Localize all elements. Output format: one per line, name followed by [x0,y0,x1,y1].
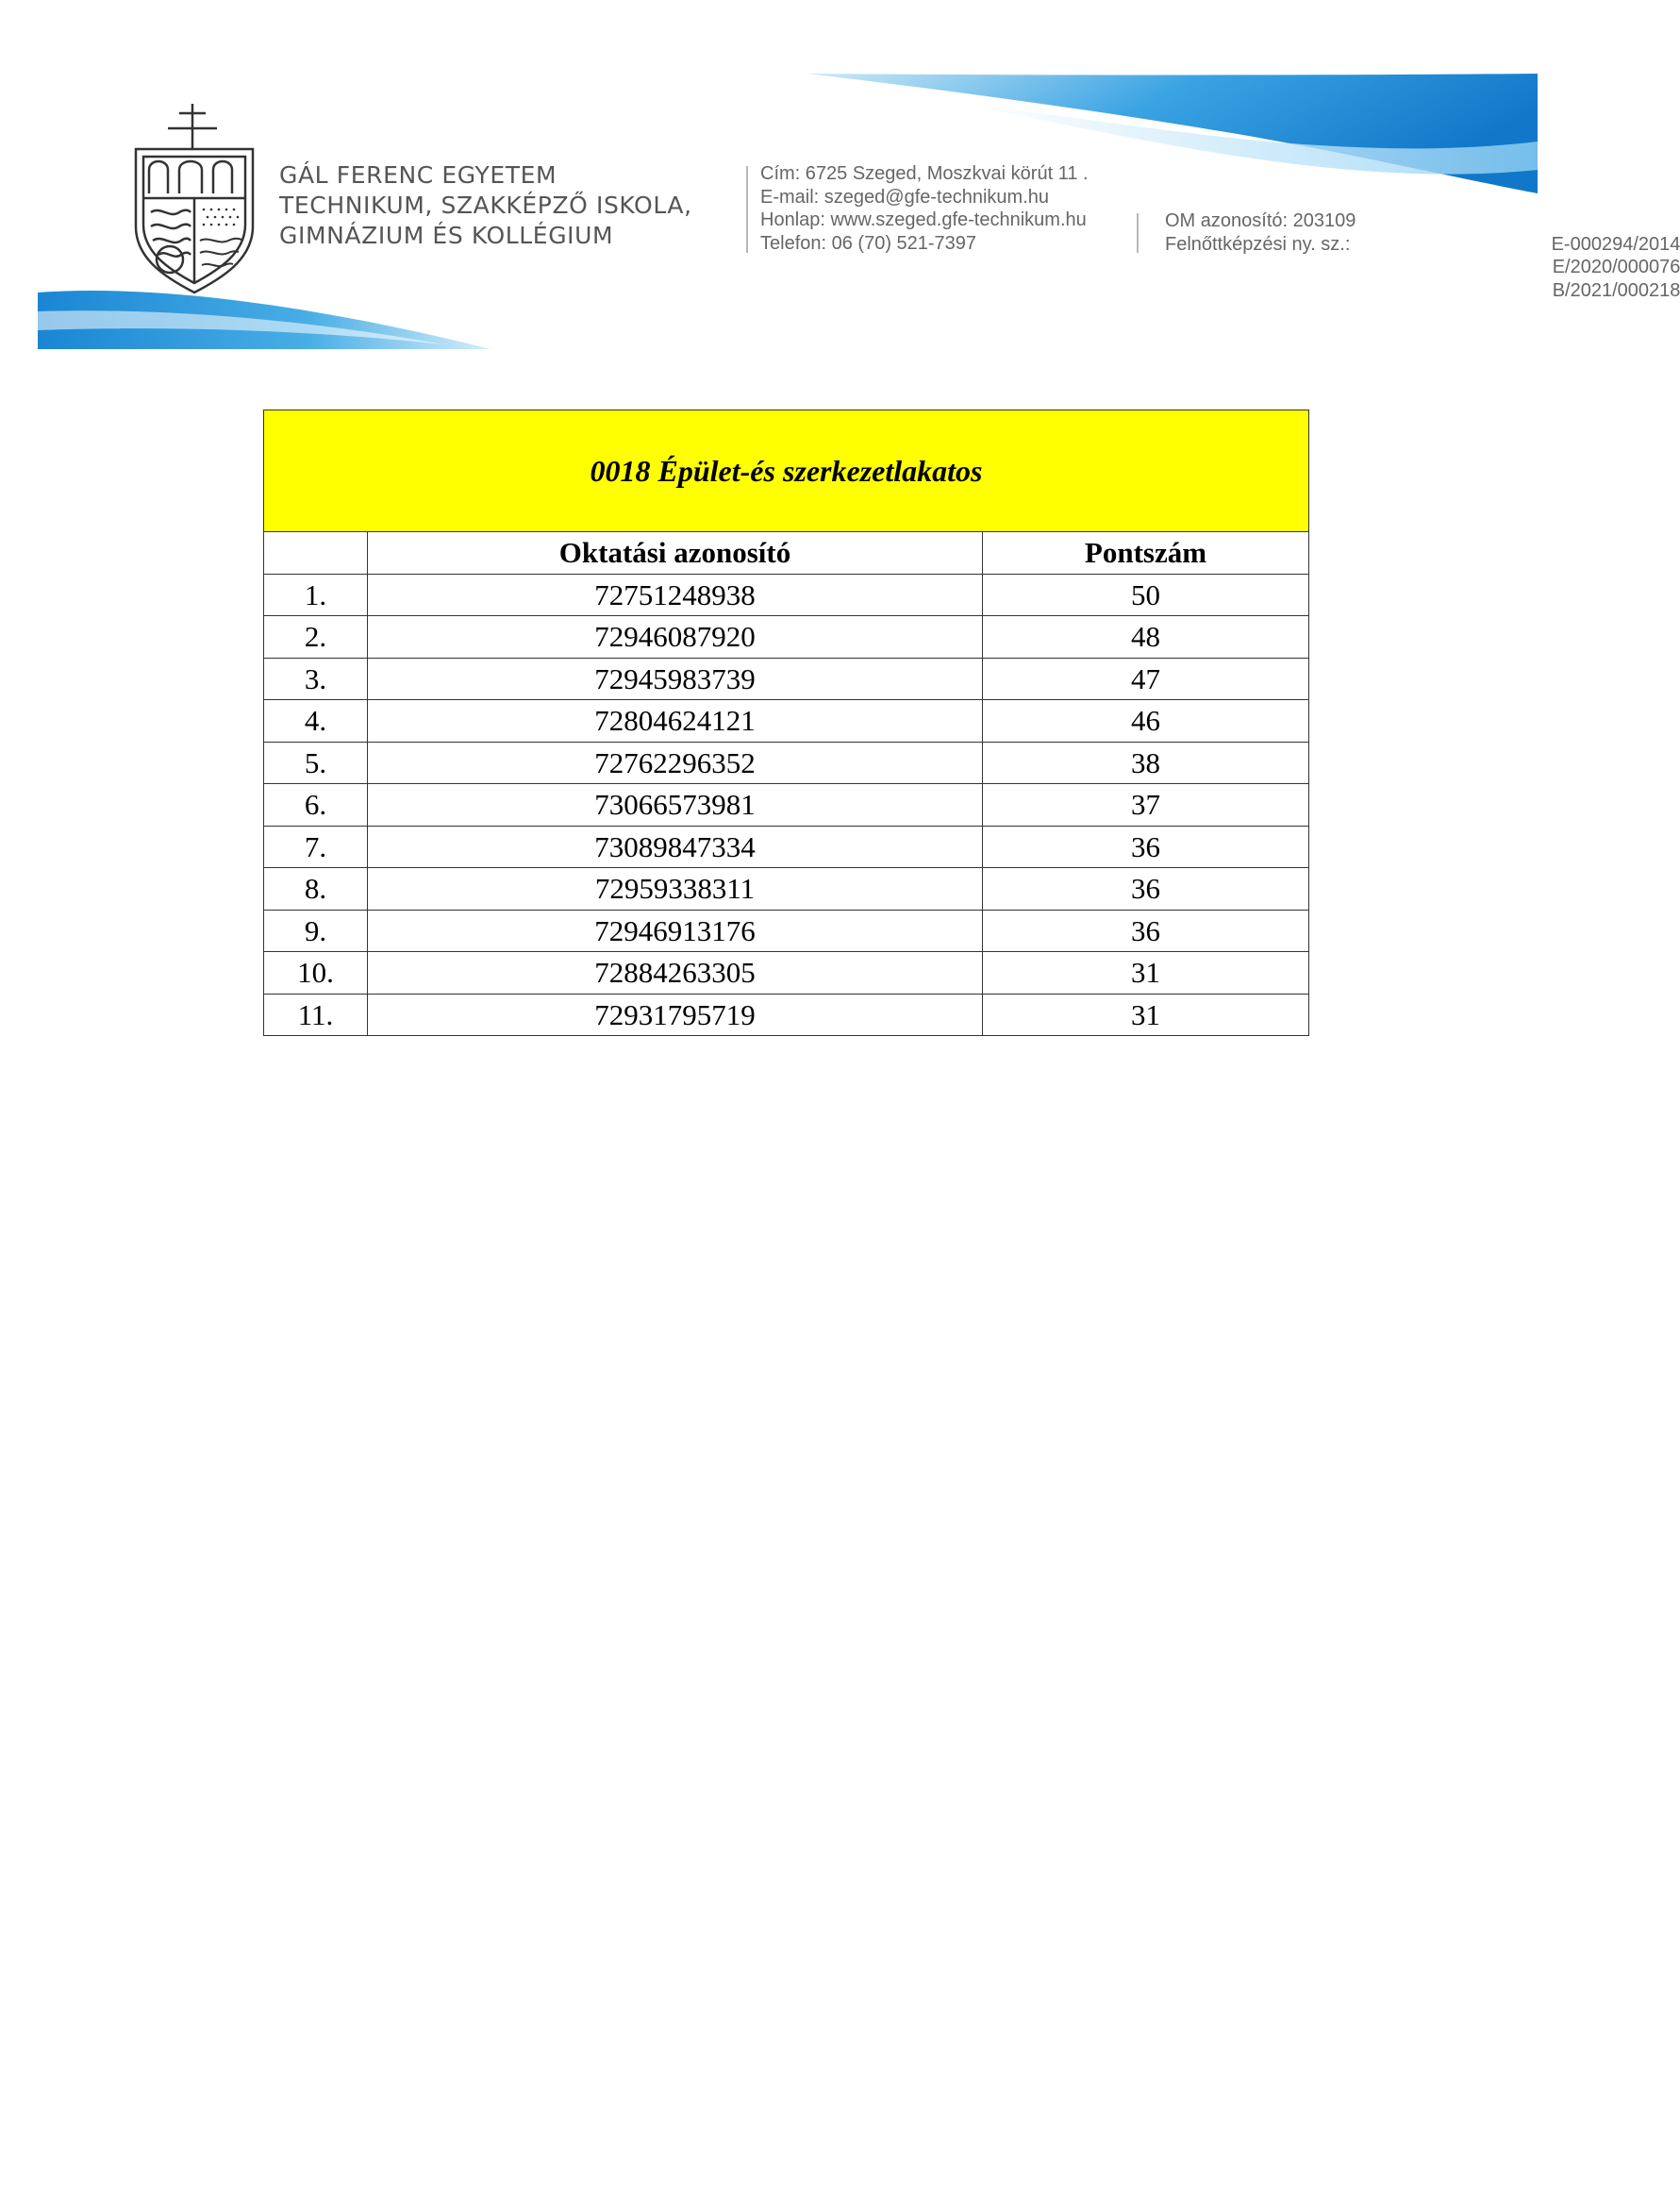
school-name-line: TECHNIKUM, SZAKKÉPZŐ ISKOLA, [279,192,692,219]
rank-cell: 11. [264,994,368,1036]
id-cell: 72959338311 [368,868,983,911]
score-column-header: Pontszám [983,532,1309,575]
results-table [263,410,1309,1036]
rank-cell: 6. [264,784,368,827]
registration-number: E-000294/2014 [1551,233,1680,255]
rank-cell: 9. [264,910,368,952]
table-row [264,784,1309,827]
score-cell: 36 [983,910,1309,952]
rank-column-header [264,532,368,575]
score-cell: 46 [983,700,1309,743]
id-cell: 72945983739 [368,658,983,700]
id-cell: 72804624121 [368,700,983,743]
table-row [264,574,1309,616]
score-cell: 36 [983,826,1309,868]
registration-number: B/2021/000218 [1552,279,1680,301]
table-title-row [264,410,1309,532]
table-row [264,994,1309,1036]
score-cell: 38 [983,742,1309,784]
rank-cell: 3. [264,658,368,700]
contact-info [760,162,1089,255]
id-column-header: Oktatási azonosító [368,532,983,575]
score-cell: 48 [983,616,1309,659]
registration-number: E/2020/000076 [1552,257,1680,277]
email-line: E-mail: szeged@gfe-technikum.hu [760,186,1049,208]
school-crest-icon [132,104,259,297]
score-cell: 37 [983,784,1309,827]
rank-cell: 4. [264,700,368,743]
score-cell: 31 [983,994,1309,1036]
id-cell: 73066573981 [368,784,983,827]
adult-education-label: Felnőttképzési ny. sz.: [1165,233,1351,255]
table-header-row [264,532,1309,575]
divider [746,166,748,253]
adult-education-registration [1165,233,1680,301]
score-cell: 31 [983,952,1309,995]
id-cell: 72751248938 [368,574,983,616]
score-cell: 50 [983,574,1309,616]
table-row [264,826,1309,868]
rank-cell: 2. [264,616,368,659]
rank-cell: 1. [264,574,368,616]
table-title: 0018 Épület-és szerkezetlakatos [264,410,1309,532]
id-cell: 73089847334 [368,826,983,868]
address-line: Cím: 6725 Szeged, Moszkvai körút 11 . [760,163,1089,184]
table-row [264,700,1309,743]
rank-cell: 7. [264,826,368,868]
score-cell: 47 [983,658,1309,700]
id-cell: 72931795719 [368,994,983,1036]
rank-cell: 8. [264,868,368,911]
table-row [264,868,1309,911]
adult-education-numbers [1552,233,1680,303]
rank-cell: 5. [264,742,368,784]
om-id: OM azonosító: 203109 [1165,210,1356,231]
id-cell: 72946087920 [368,616,983,659]
table-row [264,742,1309,784]
divider [1137,213,1139,253]
table-row [264,658,1309,700]
school-name-line: GÁL FERENC EGYETEM [279,161,557,189]
school-name-line: GIMNÁZIUM ÉS KOLLÉGIUM [279,222,614,249]
id-cell: 72884263305 [368,952,983,995]
table-row [264,910,1309,952]
school-name [279,160,692,251]
score-cell: 36 [983,868,1309,911]
phone-line: Telefon: 06 (70) 521-7397 [760,232,977,254]
website-line: Honlap: www.szeged.gfe-technikum.hu [760,209,1087,230]
table-row [264,952,1309,995]
table-row [264,616,1309,659]
id-cell: 72946913176 [368,910,983,952]
id-cell: 72762296352 [368,742,983,784]
rank-cell: 10. [264,952,368,995]
